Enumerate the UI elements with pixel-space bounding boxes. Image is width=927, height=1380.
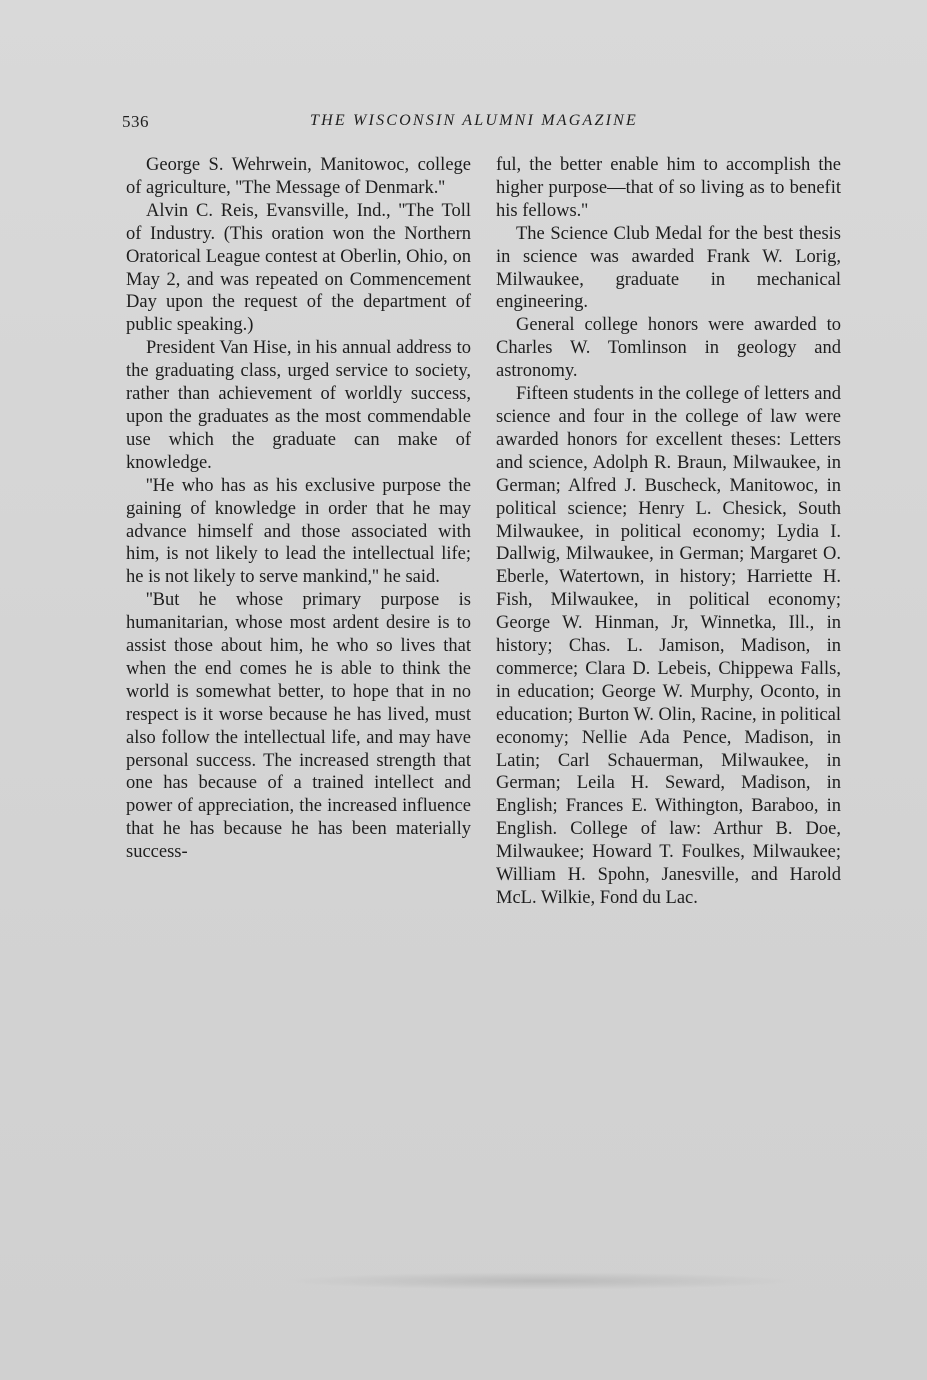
right-column [496,154,841,910]
paragraph: George S. Wehrwein, Manitowoc, college of agriculture, ''The Message of Denmark.'' [126,155,471,198]
paragraph: ''He who has as his exclusive purpose the gaining of knowledge in order that he may advance himself and those associated with him, is not likely to lead the intellectual life; he is not likely to serve mankind,'' he said. [126,475,471,588]
paragraph: ''But he whose primary purpose is humanitarian, whose most ardent desire is to assist those about him, he who so lives that when the end comes he is able to think the world is somewhat better, to hope that in no respect is it worse because he has lived, must also follow the intellectual life, and may have personal success. The increased strength that one has because of a trained intellect and power of appreciation, the increased influence that he has because he has been materially success- [126,590,471,863]
scan-smudge [280,1272,800,1290]
left-column [126,154,471,864]
paragraph-continued: ful, the better enable him to accomplish the higher purpose—that of so living as to benefit his fellows.'' [496,155,841,221]
paragraph: President Van Hise, in his annual address to the graduating class, urged service to society, rather than achievement of worldly success, upon the graduates as the most commendable use which the graduate can make of knowledge. [126,338,471,473]
paragraph: General college honors were awarded to Charles W. Tomlinson in geology and astronomy. [496,315,841,382]
page-header [122,112,842,136]
paragraph: Alvin C. Reis, Evansville, Ind., ''The Toll of Industry. (This oration won the Northern Oratorical League contest at Oberlin, Ohio, on May 2, and was repeated on Commencement Day upon the request of the department of public speaking.) [126,200,471,336]
paragraph: Fifteen students in the college of letters and science and four in the college of law were awarded honors for excellent theses: Letters and science, Adolph R. Braun, Milwaukee, in German; Alfred J. Buscheck, Manitowoc, in political science; Henry L. Chesick, South Milwaukee, in political economy; Lydia I. Dallwig, Milwaukee, in German; Margaret O. Eberle, Watertown, in history; Harriette H. Fish, Milwaukee, in political economy; George W. Hinman, Jr, Winnetka, Ill., in history; Chas. L. Jamison, Madison, in commerce; Clara D. Lebeis, Chippewa Falls, in education; George W. Murphy, Oconto, in education; Burton W. Olin, Racine, in political economy; Nellie Ada Pence, Madison, in Latin; Carl Schauerman, Milwaukee, in German; Leila H. Seward, Madison, in English; Frances E. Withington, Baraboo, in English. College of law: Arthur B. Doe, Milwaukee; Howard T. Foulkes, Milwaukee; William H. Spohn, Janesville, and Harold McL. Wilkie, Fond du Lac. [496,384,841,908]
page-number: 536 [122,112,149,131]
paragraph: The Science Club Medal for the best thesis in science was awarded Frank W. Lorig, Milwaukee, graduate in mechanical engineering. [496,223,841,313]
running-title: THE WISCONSIN ALUMNI MAGAZINE [310,112,638,129]
